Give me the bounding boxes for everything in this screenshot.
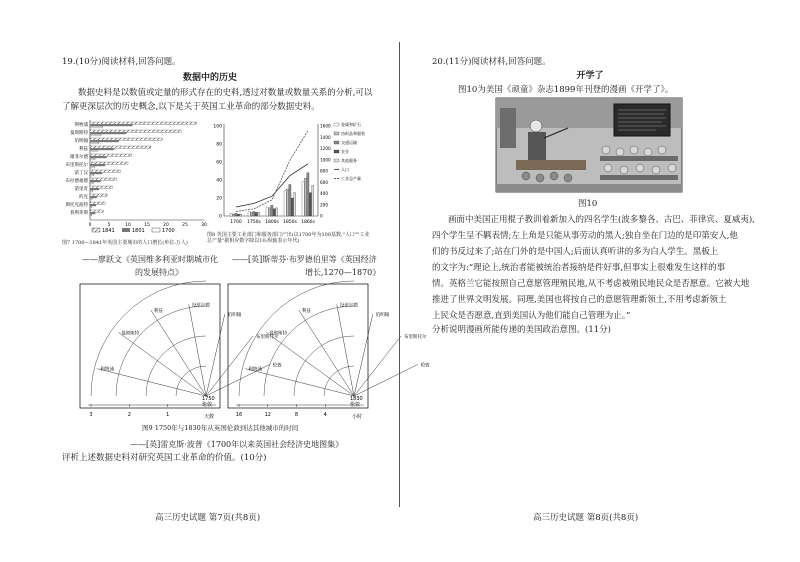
chart7-bar-1841: [90, 154, 132, 156]
chart7-x-tick: 10: [125, 223, 131, 228]
chart7-bar-1700: [90, 150, 97, 152]
chart8-bar: [250, 212, 252, 216]
chart8-bar: [294, 193, 296, 216]
cartoon-school-begins-image: [496, 98, 682, 192]
chart7-x-tick: 20: [163, 223, 169, 228]
chart7-city-label: 布拉德福德: [65, 179, 88, 184]
chart8-legend-label: 工业总产量: [341, 176, 361, 181]
question-19-header: 19.(10分)阅读材料,回答问题。: [62, 57, 181, 67]
chart9-city-label: 设菲尔德: [191, 303, 210, 309]
chart8-y-right-tick: 200: [320, 202, 328, 208]
chart8-legend-label: 交通运输: [341, 140, 357, 145]
chart8-x-tick: 1800s: [265, 220, 279, 225]
chart7-bar-1700: [90, 190, 93, 192]
chart8-y-left-tick: 20: [216, 196, 222, 202]
chart9-right-year-label: 伦敦: [350, 402, 361, 408]
chart8-bar: [266, 207, 268, 216]
chart7-city-label: 利兹: [79, 147, 88, 152]
chart9-right-unit: 小时: [352, 414, 363, 420]
chart8-legend-swatch: [334, 159, 339, 162]
chart9-city-label: 设菲尔德: [339, 303, 358, 309]
chart9-left-unit: 天数: [204, 414, 215, 420]
chart9-arc: [264, 306, 354, 396]
chart7-bar-1700: [90, 198, 92, 200]
chart8-legend-label: 农业: [341, 149, 349, 154]
question-20-header: 20.(11分)阅读材料,回答问题。: [432, 57, 551, 67]
desc-line-2: 四个学生呈不羁表情;左上角是只能从事劳动的黑人;独自坐在门边的是印第安人,他: [432, 231, 738, 241]
chart9-ray: [97, 369, 206, 396]
chart7-city-label: 约克: [79, 195, 88, 200]
chart9-axis-label: 3: [89, 412, 93, 418]
chart7-bar-1801: [90, 140, 119, 142]
chart7-city-label: 谢菲尔德: [70, 155, 88, 160]
chart7-bar-1801: [90, 172, 102, 174]
chart8-y-right-tick: 1400: [320, 134, 331, 140]
chart9-city-label: 伦敦: [272, 363, 282, 369]
chart8-x-tick: 1850s: [283, 220, 297, 225]
chart9-city-label: 伯明翰: [375, 313, 390, 319]
chart8-y-left-tick: 40: [216, 178, 222, 184]
chart7-bar-1700: [90, 134, 101, 136]
chart-8-caption: 图8 英国主要工业部门和服务部门产出(以1700年为100基数,"人口""工业总产量"据相应数字除以10;纵轴表示年代): [207, 232, 370, 244]
chart7-bar-1700: [90, 214, 92, 216]
chart7-x-tick: 15: [144, 223, 150, 228]
desc-line-7: 上民众是否愿意,直到美国认为他们能自己管理为止。”: [432, 311, 631, 321]
chart8-bar: [248, 212, 250, 217]
chart8-bar: [286, 189, 288, 216]
chart8-bar: [232, 214, 234, 216]
chart8-bar: [284, 191, 286, 216]
chart7-bar-1841: [90, 210, 103, 212]
chart9-city-label: 伯明翰: [227, 313, 242, 319]
chart9-arc: [146, 336, 206, 396]
chart7-x-tick: 25: [182, 223, 188, 228]
chart7-bar-1700: [90, 142, 99, 144]
chart7-x-tick: 5: [107, 223, 111, 228]
chart8-bar: [289, 185, 291, 217]
citation-1-line-2: 的发展特点》: [135, 268, 183, 277]
chart7-city-label: 曼彻斯特: [70, 131, 88, 136]
chart9-city-label: 利兹: [301, 309, 311, 315]
chart8-x-tick: 1750s: [247, 220, 261, 225]
chart8-bar: [235, 213, 237, 216]
chart7-bar-1801: [90, 164, 105, 166]
chart9-city-label: 利物浦: [248, 367, 262, 373]
chart7-bar-1841: [90, 122, 196, 124]
chart7-bar-1841: [90, 186, 113, 188]
chart7-bar-1841: [90, 202, 105, 204]
question-19-task: 评析上述数据史料对研究英国工业革命的价值。(10分): [62, 453, 267, 463]
chart7-legend-1841: 1841: [102, 228, 115, 234]
chart7-city-label: 斯托克波特: [65, 203, 88, 208]
chart7-city-label: 诺里奇: [74, 187, 88, 192]
chart8-bar: [258, 212, 260, 216]
chart9-axis-label: 8: [294, 412, 299, 418]
chart7-city-label: 利物浦: [74, 123, 88, 128]
chart9-axis-label: 12: [264, 412, 271, 418]
chart-7-caption: 图7 1700—1841年英国主要城市的人口增长(单位:万人): [62, 240, 188, 246]
chart8-legend-label: 纺织品和服装: [341, 131, 365, 136]
chart8-legend-swatch: [334, 141, 339, 144]
chart7-bar-1700: [90, 182, 93, 184]
chart-9-travel-time: [80, 284, 430, 424]
desc-line-6: 推进了世界文明发展。同理,美国也将按自己的意愿管理新领土,不用考虑新领土: [432, 295, 727, 305]
chart7-bar-1841: [90, 138, 162, 140]
chart8-bar: [273, 209, 275, 216]
chart9-city-label: 利兹: [153, 309, 163, 315]
chart9-arc: [176, 366, 206, 396]
section-title-school-begins: 开学了: [576, 71, 604, 81]
chart8-y-left-tick: 60: [216, 160, 222, 166]
section-title-data-history: 数据中的历史: [182, 73, 237, 83]
chart7-city-label: 布里斯托尔: [65, 163, 88, 168]
chart8-bar: [253, 212, 255, 217]
chart7-city-label: 普利茅斯: [70, 211, 88, 216]
chart7-bar-1801: [90, 188, 99, 190]
chart8-legend-swatch: [334, 132, 339, 135]
chart7-bar-1841: [90, 146, 151, 148]
chart8-bar: [240, 214, 242, 216]
citation-2-line-2: 增长,1270—1870》: [305, 268, 381, 277]
chart9-city-label: 曼彻斯特: [269, 331, 288, 337]
desc-line-4: 的文字为:“理论上,统治者能被统治者接纳是件好事,但事实上很难发生这样的事: [432, 263, 726, 273]
chart7-bar-1801: [90, 148, 114, 150]
question-20-task: 分析说明漫画所能传递的美国政治意图。(11分): [432, 325, 611, 335]
chart7-bar-1700: [90, 158, 95, 160]
chart7-x-tick: 0: [88, 223, 92, 228]
chart9-city-label: 利物浦: [100, 367, 114, 373]
chart8-legend-swatch: [334, 123, 339, 126]
chart8-bar: [304, 178, 306, 216]
chart7-bar-1700: [90, 174, 94, 176]
chart8-y-left-tick: 0: [219, 214, 222, 220]
chart7-bar-1700: [90, 206, 92, 208]
chart7-legend-1801: 1801: [132, 228, 145, 234]
chart8-bar: [307, 173, 309, 216]
chart9-city-label: 曼彻斯特: [121, 331, 140, 337]
intro-line-2: 了解更深层次的历史概念,以下是关于英国工业革命的部分数据史料。: [62, 102, 320, 112]
chart8-bar: [276, 208, 278, 216]
chart7-bar-1841: [90, 130, 181, 132]
chart8-y-right-tick: 1200: [320, 146, 331, 151]
chart9-ray: [245, 369, 354, 396]
chart8-x-tick: 1700: [230, 220, 242, 225]
chart9-left-year-label: 伦敦: [202, 402, 213, 408]
footer-page-8: 高三历史试题 第8页(共8页): [533, 513, 639, 523]
chart8-bar: [302, 182, 304, 216]
chart8-y-right-tick: 1000: [320, 157, 331, 163]
right-page: [400, 0, 800, 562]
chart7-bar-1700: [90, 166, 95, 168]
chart-8-output: [210, 116, 368, 230]
chart8-x-tick: 1860s: [301, 220, 315, 225]
chart9-axis-label: 2: [127, 412, 131, 418]
chart9-arc: [294, 336, 354, 396]
chart8-bar: [312, 185, 314, 216]
chart9-axis-label: 16: [235, 412, 243, 418]
chart8-bar: [230, 213, 232, 216]
chart9-arc: [324, 366, 354, 396]
figure-10-label: 图10: [578, 199, 598, 209]
chart7-bar-1801: [90, 132, 126, 134]
chart7-bar-1841: [90, 162, 128, 164]
chart8-y-right-tick: 400: [320, 191, 328, 196]
chart8-bar: [268, 208, 270, 216]
chart8-legend-label: 金属和矿石: [341, 122, 361, 127]
chart7-bar-1801: [90, 204, 96, 206]
chart7-bar-1801: [90, 156, 107, 158]
chart9-city-label: 布里斯托尔: [404, 334, 427, 340]
citation-2-line-1: ——[英]斯蒂芬·布罗德伯里等《英国经济: [232, 255, 377, 264]
chart-7-city-population: [62, 116, 210, 246]
citation-3: ——[英]雷克斯·波普《1700年以来英国社会经济史地图集》: [130, 440, 344, 449]
chart8-y-right-tick: 800: [320, 168, 328, 174]
chart7-bar-1700: [90, 126, 103, 128]
chart7-bar-1841: [90, 178, 117, 180]
chart7-bar-1801: [90, 124, 133, 126]
chart8-bar: [237, 214, 239, 216]
chart-9-caption: 图9 1750年与1830年从英国伦敦到达其他城市的时间: [142, 424, 299, 432]
chart8-y-right-tick: 1600: [320, 123, 331, 129]
chart8-y-right-tick: 0: [320, 213, 323, 219]
chart7-city-label: 诺丁汉: [74, 171, 88, 176]
chart8-bar: [271, 205, 273, 216]
chart7-legend-1700: 1700: [162, 228, 175, 234]
chart8-y-left-tick: 80: [216, 142, 222, 148]
chart8-y-left-tick: 100: [213, 124, 222, 130]
chart9-axis-label: 4: [323, 412, 327, 418]
chart7-bar-1801: [90, 180, 101, 182]
chart7-bar-1841: [90, 170, 120, 172]
intro-line-1: 数据史料是以数值或定量的形式存在的史料,透过对数量或数量关系的分析,可以: [78, 88, 373, 98]
citation-1-line-1: ——廖跃文《英国维多利亚时期城市化: [82, 255, 218, 264]
chart9-axis-label: 1: [166, 412, 170, 418]
chart7-x-tick: 30: [201, 223, 207, 228]
chart8-legend-label: 其他服务: [341, 158, 357, 163]
chart7-bar-1841: [90, 194, 107, 196]
chart7-bar-1801: [90, 212, 95, 214]
figure-10-intro: 图10为美国《顽童》杂志1899年刊登的漫画《开学了》。: [458, 85, 674, 95]
chart9-city-label: 伦敦: [420, 363, 430, 369]
desc-line-3: 们的书反过来了;站在门外的是中国人;后面认真听讲的多为白人学生。黑板上: [432, 247, 719, 257]
chart9-city-label: 布里斯托尔: [256, 334, 279, 340]
chart8-legend-label: 人口: [341, 167, 349, 172]
footer-page-7: 高三历史试题 第7页(共8页): [155, 513, 261, 523]
chart8-bar: [255, 212, 257, 216]
chart8-legend-swatch: [334, 150, 339, 153]
chart8-bar: [291, 198, 293, 216]
desc-line-5: 情。英格兰它能按照自己意愿管理殖民地,从不考虑被殖民地民众是否愿意。它被大地: [432, 279, 750, 289]
chart7-city-label: 伯明翰: [74, 139, 88, 144]
chart8-bar: [309, 193, 311, 216]
desc-line-1: 画面中美国正用棍子教训着新加入的四名学生(波多黎各、古巴、菲律宾、夏威夷),: [448, 215, 755, 225]
chart9-arc: [116, 306, 206, 396]
chart8-y-right-tick: 600: [320, 179, 328, 185]
chart9-ray: [118, 332, 206, 396]
chart9-right-year: 1830: [350, 396, 363, 402]
chart7-bar-1801: [90, 196, 97, 198]
chart9-left-year: 1750: [202, 396, 215, 402]
